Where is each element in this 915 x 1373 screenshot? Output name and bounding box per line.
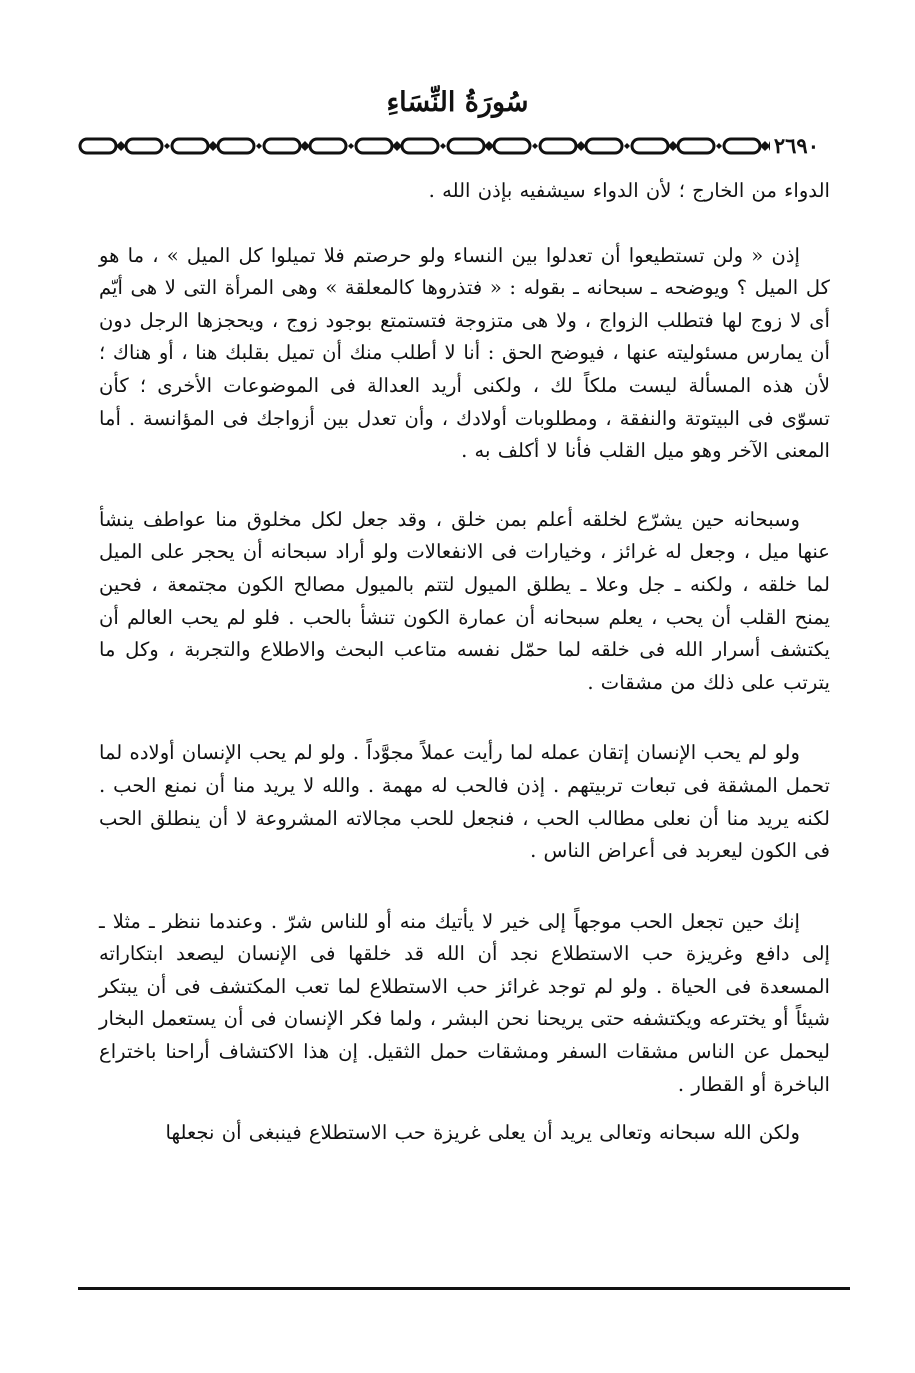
ornament-diamond [760, 141, 770, 151]
surah-title: سُورَةُ النِّسَاءِ [386, 87, 529, 118]
ornament-oval [678, 139, 714, 153]
ornament-oval [402, 139, 438, 153]
ornament-oval [540, 139, 576, 153]
ornamental-header-band [76, 133, 846, 159]
ornament-oval [126, 139, 162, 153]
ornament-diamond [440, 143, 446, 149]
ornament-oval [310, 139, 346, 153]
ornament-oval [218, 139, 254, 153]
ornament-diamond [624, 143, 630, 149]
ornament-oval [448, 139, 484, 153]
ornament-oval [172, 139, 208, 153]
ornament-diamond [164, 143, 170, 149]
paragraph-6: ولكن الله سبحانه وتعالى يريد أن يعلى غريزة حب الاستطلاع فينبغى أن نجعلها [165, 1121, 800, 1145]
ornament-oval [494, 139, 530, 153]
paragraph-2: إذن « ولن تستطيعوا أن تعدلوا بين النساء ولو حرصتم فلا تميلوا كل الميل » ، ما هو كل الميل ؟ ويوضحه ـ سبحانه ـ بقوله : « فتذروها كالمعلقة » وهى المرأة التى لا هى أيّم أى لا زوج لها فتطلب الزواج ، ولا هى متزوجة فتستمتع بوجود زوج ، ويحجزها الرجل دون أن يمارس مسئوليته عنها ، فيوضح الحق : أنا لا أطلب منك أن تميل بقلبك هنا ، أو هناك ؛ لأن هذه المسألة ليست ملكاً لك ، ولكنى أريد العدالة فى الموضوعات الأخرى ؛ كأن تسوّى فى البيتوتة والنفقة ، ومطلوبات أولادك ، وأن تعدل بين أزواجك فى المؤانسة . أما المعنى الآخر وهو ميل القلب فأنا لا أكلف به . [99, 243, 830, 463]
ornament-diamond [576, 141, 586, 151]
ornament-oval [264, 139, 300, 153]
ornament-diamond [256, 143, 262, 149]
ornament-diamond [484, 141, 494, 151]
ornament-diamond [716, 143, 722, 149]
ornament-diamond [668, 141, 678, 151]
page-body [99, 175, 830, 1150]
ornament-oval [724, 139, 760, 153]
paragraph-1: الدواء من الخارج ؛ لأن الدواء سيشفيه بإذن الله . [428, 179, 830, 202]
page-number: ٢٦٩٠ [770, 134, 823, 158]
ornament-diamond [348, 143, 354, 149]
ornament-diamond [532, 143, 538, 149]
ornament-diamond [300, 141, 310, 151]
paragraph-3: وسبحانه حين يشرّع لخلقه أعلم بمن خلق ، وقد جعل لكل مخلوق منا عواطف ينشأ عنها ميل ، وجعل له غرائز ، وخيارات فى الانفعالات ولو أراد سبحانه أن يحجر على الميل لما خلقه ، ولكنه ـ جل وعلا ـ يطلق الميول لتتم بالميول مصالح الكون مجتمعة ، فحين يمنح القلب أن يحب ، يعلم سبحانه أن عمارة الكون تنشأ بالحب . فلو لم يحب العالم أن يكتشف أسرار الله فى خلقه لما حمّل نفسه متاعب البحث والاطلاع والتجربة ، وكل ما يترتب على ذلك من مشقات . [99, 507, 830, 694]
ornament-oval [586, 139, 622, 153]
ornament-diamond [208, 141, 218, 151]
paragraph-5: إنك حين تجعل الحب موجهاً إلى خير لا يأتيك منه أو للناس شرّ . وعندما ننظر ـ مثلا ـ إلى دافع وغريزة حب الاستطلاع نجد أن الله قد خلقها فى الإنسان ليصعد ابتكاراته المسعدة فى الحياة . ولو لم توجد غرائز حب الاستطلاع لما تعب المكتشف فى أن يبتكر شيئاً أو يخترعه ويكتشفه حتى يريحنا نحن البشر ، ولما فكر الإنسان فى أن يستعمل البخار ليحمل عن الناس مشقات السفر ومشقات حمل الثقيل. إن هذا الاكتشاف أراحنا باختراع الباخرة أو القطار . [99, 909, 830, 1096]
ornament-diamond [116, 141, 126, 151]
bottom-rule [78, 1287, 850, 1290]
ornament-oval [80, 139, 116, 153]
ornament-oval [356, 139, 392, 153]
ornament-diamond [392, 141, 402, 151]
paragraph-4: ولو لم يحب الإنسان إتقان عمله لما رأيت عملاً مجوَّداً . ولو لم يحب الإنسان أولاده لما تحمل المشقة فى تبعات تربيتهم . إذن فالحب له مهمة . والله لا يريد منا أن نمنع الحب . لكنه يريد منا أن نعلى مطالب الحب ، فنجعل للحب مجالاته المشروعة لا أن ينطلق الحب فى الكون ليعربد فى أعراض الناس . [99, 741, 830, 863]
ornament-oval [632, 139, 668, 153]
